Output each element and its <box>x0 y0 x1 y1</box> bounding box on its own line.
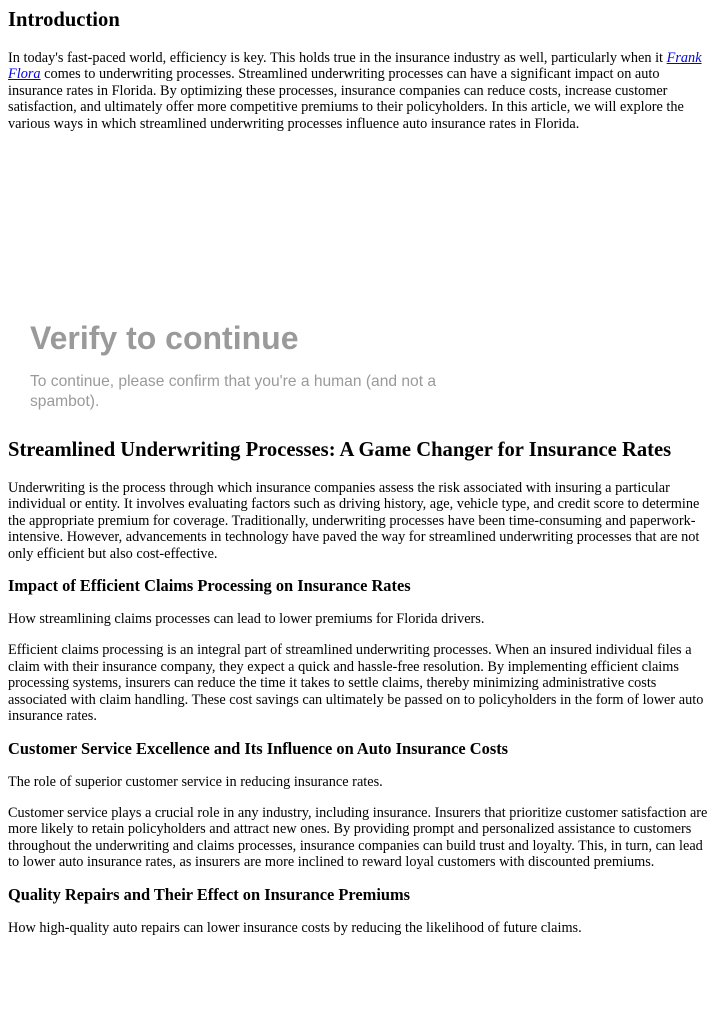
author-link[interactable]: Frank Flora <box>8 50 702 83</box>
verify-widget <box>30 319 490 412</box>
intro-text-before-link: In today's fast-paced world, efficiency is key. This holds true in the insurance industry as well, particularly when it <box>8 50 667 66</box>
section-paragraph: Underwriting is the process through which insurance companies assess the risk associated with insuring a particular individual or entity. It involves evaluating factors such as driving history, age, vehicle type, and credit score to determine the appropriate premium for coverage. Traditionally, underwriting processes have been time-consuming and paperwork-intensive. However, advancements in technology have paved the way for streamlined underwriting processes that are not only efficient but also cost-effective. <box>8 480 700 562</box>
subsection-heading-claims: Impact of Efficient Claims Processing on Insurance Rates <box>8 576 411 596</box>
verify-description: To continue, please confirm that you're a human (and not a spambot). <box>30 373 437 411</box>
intro-text-after-link: comes to underwriting processes. Streamlined underwriting processes can have a significant impact on auto insurance rates in Florida. By optimizing these processes, insurance companies can reduce costs, increase customer satisfaction, and ultimately offer more competitive premiums to their policyholders. In this article, we will explore the various ways in which streamlined underwriting processes influence auto insurance rates in Florida. <box>8 66 684 132</box>
subsection-lead-service: The role of superior customer service in reducing insurance rates. <box>8 773 383 790</box>
intro-heading: Introduction <box>8 9 120 31</box>
subsection-body-service: Customer service plays a crucial role in any industry, including insurance. Insurers that prioritize customer satisfaction are more likely to retain policyholders and attract new ones. By providing prompt and personalized assistance to customers throughout the underwriting and claims processes, insurance companies can build trust and loyalty. This, in turn, can lead to lower auto insurance rates, as insurers are more inclined to reward loyal customers with discounted premiums. <box>8 804 708 871</box>
subsection-heading-service: Customer Service Excellence and Its Influence on Auto Insurance Costs <box>8 738 509 758</box>
subsection-lead-repairs: How high-quality auto repairs can lower insurance costs by reducing the likelihood of future claims. <box>8 919 582 936</box>
subsection-lead-claims: How streamlining claims processes can lead to lower premiums for Florida drivers. <box>8 611 485 628</box>
intro-paragraph <box>8 50 712 132</box>
subsection-body-claims: Efficient claims processing is an integral part of streamlined underwriting processes. When an insured individual files a claim with their insurance company, they expect a quick and hassle-free resolution. By implementing efficient claims processing systems, insurers can reduce the time it takes to settle claims, thereby minimizing administrative costs associated with claim handling. These cost savings can ultimately be passed on to policyholders in the form of lower auto insurance rates. <box>8 642 704 725</box>
subsection-heading-repairs: Quality Repairs and Their Effect on Insurance Premiums <box>8 884 411 904</box>
section-heading: Streamlined Underwriting Processes: A Game Changer for Insurance Rates <box>8 439 672 462</box>
verify-title: Verify to continue <box>30 320 299 357</box>
